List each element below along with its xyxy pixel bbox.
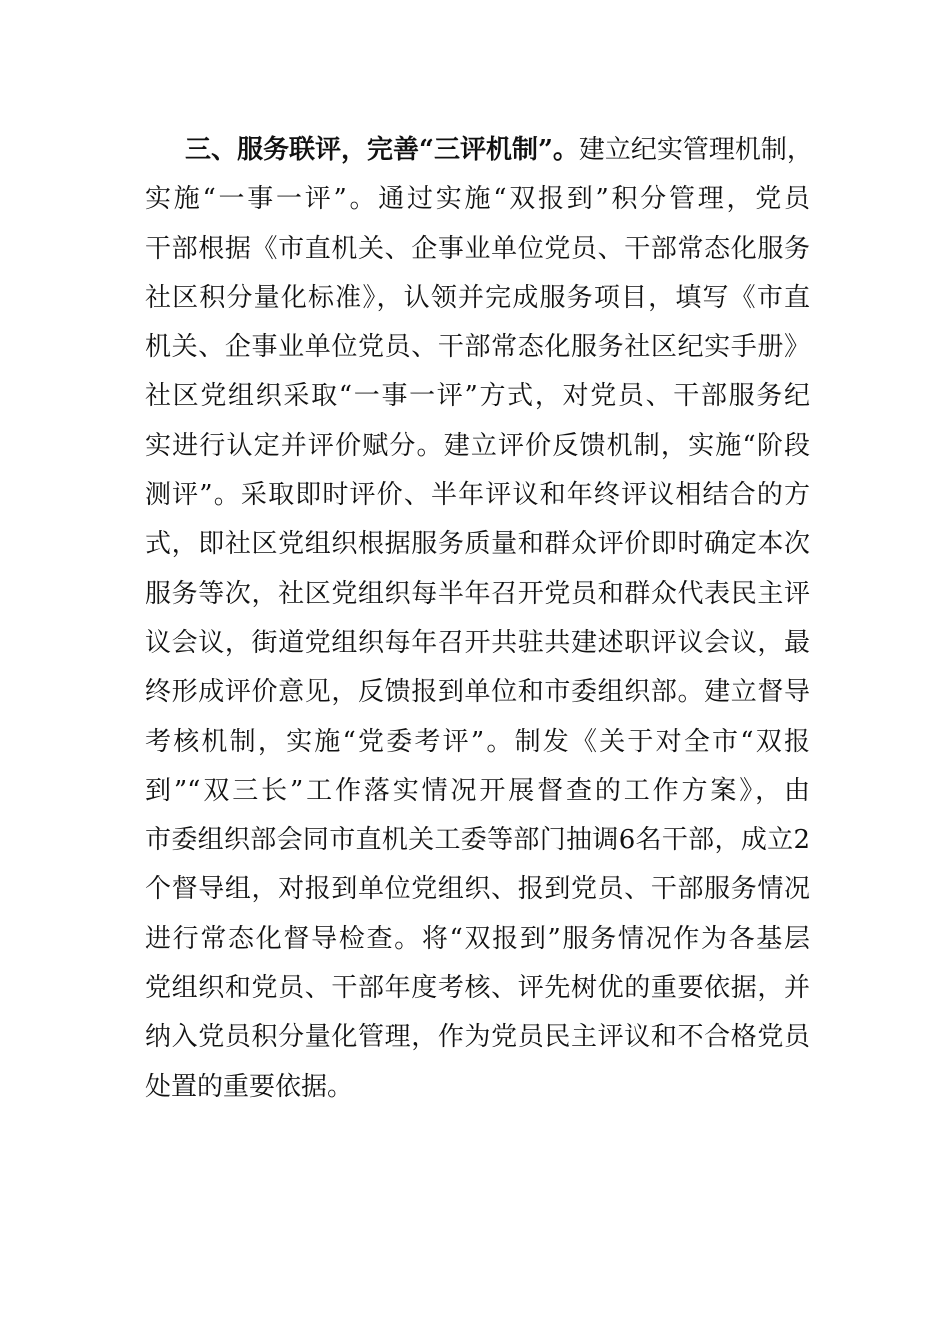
paragraph-line: 党组织和党员、干部年度考核、评先树优的重要依据，并 [145,973,810,1004]
paragraph-line: 议会议，街道党组织每年召开共驻共建述职评议会议，最 [145,627,810,658]
paragraph-line: 式，即社区党组织根据服务质量和群众评价即时确定本次 [145,529,810,560]
paragraph-line: 社区积分量化标准》，认领并完成服务项目，填写《市直 [145,282,810,313]
paragraph-line: 市委组织部会同市直机关工委等部门抽调6名干部，成立2 [145,825,810,856]
paragraph-line: 到”“双三长”工作落实情况开展督查的工作方案》，由 [145,775,810,806]
paragraph-line: 实施“一事一评”。通过实施“双报到”积分管理，党员 [145,184,810,215]
paragraph-line: 服务等次，社区党组织每半年召开党员和群众代表民主评 [145,578,810,609]
paragraph-line: 社区党组织采取“一事一评”方式，对党员、干部服务纪 [145,381,810,412]
section-heading: 三、服务联评，完善“三评机制”。 [185,135,579,165]
paragraph-line-last: 处置的重要依据。 [145,1071,354,1102]
paragraph-line: 机关、企事业单位党员、干部常态化服务社区纪实手册》 [145,332,810,363]
heading-line-continuation: 建立纪实管理机制， [578,135,813,165]
paragraph-line: 纳入党员积分量化管理，作为党员民主评议和不合格党员 [145,1022,810,1053]
paragraph-line: 个督导组，对报到单位党组织、报到党员、干部服务情况 [145,874,810,905]
paragraph-line-1 [145,126,813,175]
paragraph-line: 测评”。采取即时评价、半年评议和年终评议相结合的方 [145,480,810,511]
paragraph-line: 考核机制，实施“党委考评”。制发《关于对全市“双报 [145,726,810,757]
paragraph-line: 进行常态化督导检查。将“双报到”服务情况作为各基层 [145,923,810,954]
paragraph-line: 终形成评价意见，反馈报到单位和市委组织部。建立督导 [145,677,810,708]
paragraph-line: 实进行认定并评价赋分。建立评价反馈机制，实施“阶段 [145,430,810,461]
body-paragraph [145,126,813,1112]
paragraph-line: 干部根据《市直机关、企事业单位党员、干部常态化服务 [145,233,810,264]
